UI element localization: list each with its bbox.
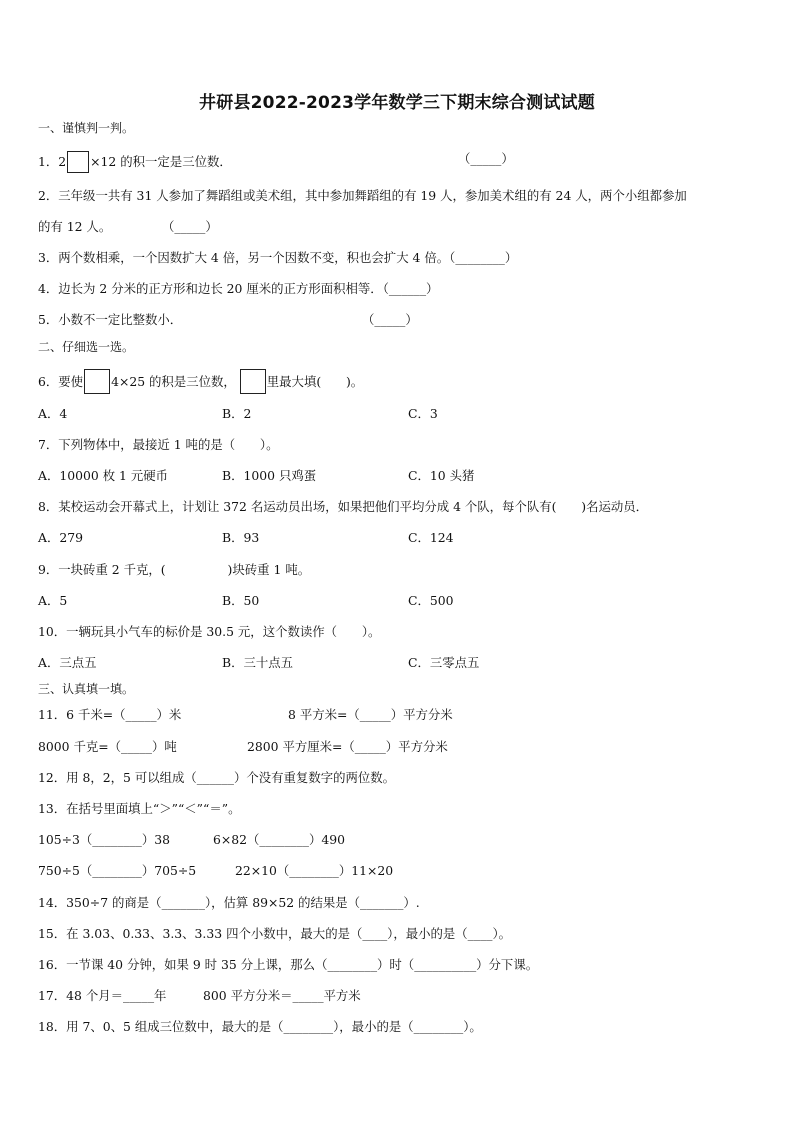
question-12: 12．用 8，2，5 可以组成（______）个没有重复数字的两位数。 bbox=[38, 770, 396, 785]
question-2-line-2: 的有 12 人。 bbox=[38, 219, 112, 234]
option-c[interactable]: C．500 bbox=[408, 593, 454, 608]
question-13: 13．在括号里面填上“＞”“＜”“＝”。 bbox=[38, 801, 241, 816]
question-6-pre: 6．要使 bbox=[38, 374, 84, 389]
question-5-paren: （_____） bbox=[362, 312, 418, 327]
option-b[interactable]: B．2 bbox=[222, 406, 252, 421]
option-a[interactable]: A．279 bbox=[38, 530, 83, 545]
question-1-paren: （_____） bbox=[458, 151, 514, 166]
question-6 bbox=[38, 369, 363, 394]
question-2-line-1: 2．三年级一共有 31 人参加了舞蹈组或美术组，其中参加舞蹈组的有 19 人，参加美术组的有 24 人，两个小组都参加 bbox=[38, 188, 687, 203]
question-11-part-d: 2800 平方厘米=（_____）平方分米 bbox=[247, 739, 448, 754]
question-11-part-a: 11．6 千米=（_____）米 bbox=[38, 707, 182, 722]
option-b[interactable]: B．50 bbox=[222, 593, 260, 608]
section-1-heading: 一、谨慎判一判。 bbox=[38, 121, 135, 135]
question-15: 15．在 3.03、0.33、3.3、3.33 四个小数中，最大的是（____），最小的是（____）。 bbox=[38, 926, 512, 941]
question-1-text: ×12 的积一定是三位数． bbox=[90, 154, 232, 169]
option-a[interactable]: A．三点五 bbox=[38, 655, 97, 670]
question-13-part-b: 6×82（________）490 bbox=[213, 832, 346, 847]
question-14: 14．350÷7 的商是（_______），估算 89×52 的结果是（_______）. bbox=[38, 895, 420, 910]
question-11-part-c: 8000 千克=（_____）吨 bbox=[38, 739, 177, 754]
answer-box[interactable] bbox=[67, 151, 89, 173]
question-2-paren: （_____） bbox=[162, 219, 218, 234]
question-17-part-b: 800 平方分米＝_____平方米 bbox=[203, 988, 361, 1003]
question-1 bbox=[38, 151, 232, 173]
option-a[interactable]: A．4 bbox=[38, 406, 68, 421]
question-6-mid: 4×25 的积是三位数， bbox=[111, 374, 236, 389]
question-16: 16．一节课 40 分钟，如果 9 时 35 分上课，那么（________）时（__________）分下课。 bbox=[38, 957, 539, 972]
page-title: 井研县2022-2023学年数学三下期末综合测试试题 bbox=[199, 93, 595, 113]
question-4: 4．边长为 2 分米的正方形和边长 20 厘米的正方形面积相等．（______） bbox=[38, 281, 439, 296]
section-3-heading: 三、认真填一填。 bbox=[38, 682, 135, 696]
section-2-heading: 二、仔细选一选。 bbox=[38, 340, 135, 354]
option-c[interactable]: C．10 头猪 bbox=[408, 468, 475, 483]
question-3: 3．两个数相乘，一个因数扩大 4 倍，另一个因数不变，积也会扩大 4 倍。（________） bbox=[38, 250, 518, 265]
option-b[interactable]: B．三十点五 bbox=[222, 655, 294, 670]
option-c[interactable]: C．3 bbox=[408, 406, 438, 421]
question-13-part-c: 750÷5（________）705÷5 bbox=[38, 863, 197, 878]
answer-box[interactable] bbox=[240, 369, 266, 394]
question-5: 5．小数不一定比整数小． bbox=[38, 312, 183, 327]
question-6-post: 里最大填( )。 bbox=[266, 374, 364, 389]
question-18: 18．用 7、0、5 组成三位数中，最大的是（________），最小的是（________）。 bbox=[38, 1019, 482, 1034]
question-1-digit: 2 bbox=[58, 154, 67, 169]
question-1-number: 1． bbox=[38, 154, 59, 169]
question-13-part-a: 105÷3（________）38 bbox=[38, 832, 171, 847]
option-b[interactable]: B．93 bbox=[222, 530, 260, 545]
question-17-part-a: 17．48 个月＝_____年 bbox=[38, 988, 167, 1003]
answer-box[interactable] bbox=[84, 369, 110, 394]
option-a[interactable]: A．5 bbox=[38, 593, 68, 608]
question-8: 8．某校运动会开幕式上，计划让 372 名运动员出场，如果把他们平均分成 4 个队，每个队有( )名运动员． bbox=[38, 499, 649, 514]
option-c[interactable]: C．三零点五 bbox=[408, 655, 480, 670]
option-b[interactable]: B．1000 只鸡蛋 bbox=[222, 468, 317, 483]
question-13-part-d: 22×10（________）11×20 bbox=[235, 863, 394, 878]
question-11-part-b: 8 平方米=（_____）平方分米 bbox=[288, 707, 453, 722]
option-c[interactable]: C．124 bbox=[408, 530, 454, 545]
question-10: 10．一辆玩具小气车的标价是 30.5 元，这个数读作（ ）。 bbox=[38, 624, 381, 639]
question-7: 7．下列物体中，最接近 1 吨的是（ ）。 bbox=[38, 437, 279, 452]
question-9: 9．一块砖重 2 千克，( )块砖重 1 吨。 bbox=[38, 562, 311, 577]
option-a[interactable]: A．10000 枚 1 元硬币 bbox=[38, 468, 169, 483]
